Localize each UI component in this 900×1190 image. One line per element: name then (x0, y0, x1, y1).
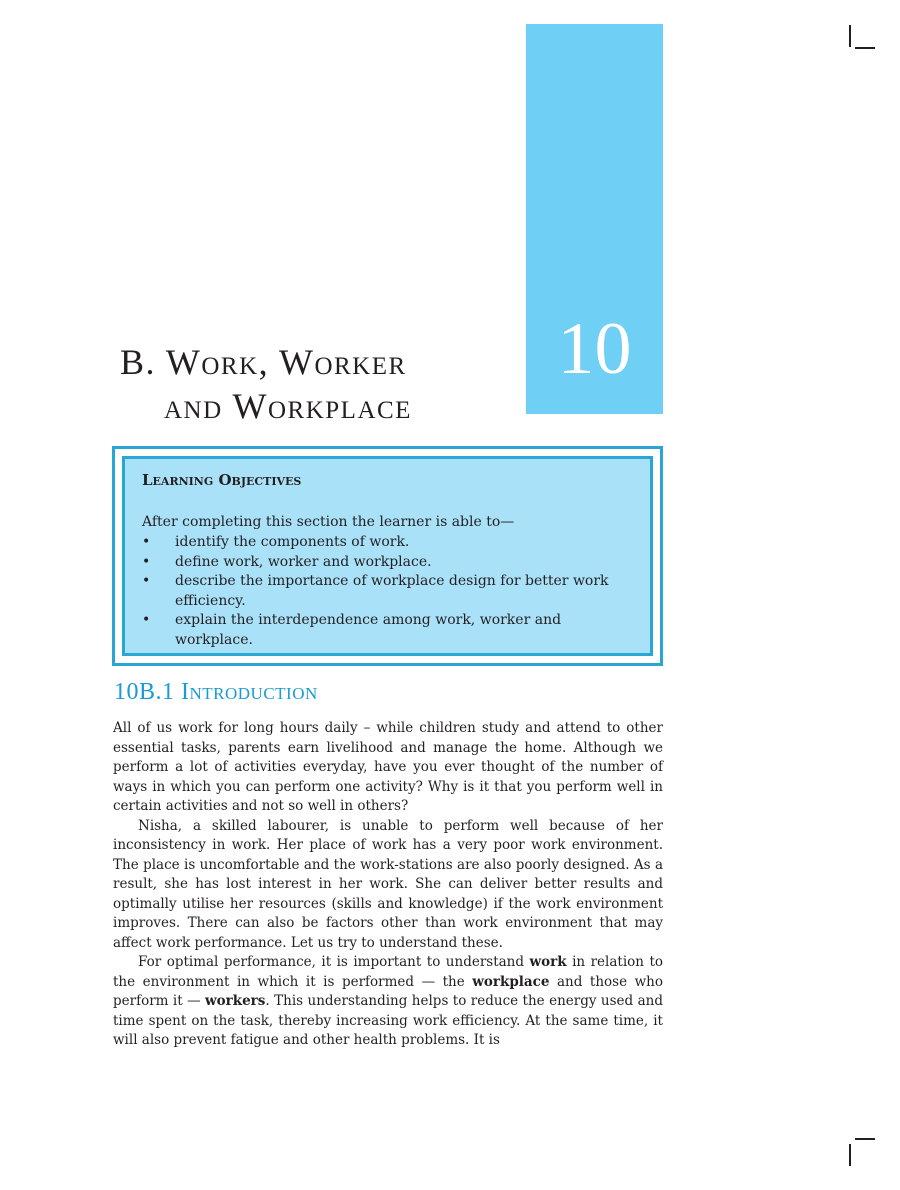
bullet-icon: • (142, 612, 151, 628)
objective-item (142, 611, 642, 650)
learning-objectives-panel (122, 456, 653, 656)
term-workplace: workplace (472, 973, 550, 990)
learning-objectives-heading: Learning Objectives (142, 471, 302, 489)
crop-mark-bottom-horizontal (855, 1138, 875, 1140)
learning-objectives-list (142, 533, 642, 650)
chapter-number: 10 (557, 308, 632, 390)
paragraph-3-text-2: in relation to the environment in which it is performed — the (113, 954, 664, 990)
objective-text: describe the importance of workplace design for better work efficiency. (175, 573, 609, 609)
objective-item (142, 572, 642, 611)
term-workers: workers (205, 993, 266, 1009)
crop-mark-bottom-vertical (849, 1144, 851, 1166)
section-number: 10B.1 (114, 679, 175, 705)
paragraph-1: All of us work for long hours daily – while children study and attend to other essential tasks, parents earn livelihood and manage the home. Although we perform a lot of activities everyday, have you ever thought of the number of ways in which you can perform one activity? Why is it that you perform well in certain activities and not so well in others? (113, 720, 663, 814)
term-work: work (529, 954, 567, 970)
bullet-icon: • (142, 534, 151, 550)
learning-objectives-box (112, 446, 663, 666)
paragraph-3 (113, 953, 663, 1051)
section-heading (114, 676, 318, 708)
objective-text: define work, worker and workplace. (175, 553, 432, 570)
objective-text: identify the components of work. (175, 534, 410, 550)
chapter-title-line1: B. Work, Worker (120, 342, 407, 382)
objective-text: explain the interdependence among work, worker and workplace. (175, 612, 562, 648)
paragraph-2: Nisha, a skilled labourer, is unable to perform well because of her inconsistency in work. Her place of work has a very poor work environment. The place is uncomfortable and the work-stations are also poorly designed. As a result, she has lost interest in her work. She can deliver better results and optimally utilise her resources (skills and knowledge) if the work environment improves. There can also be factors other than work environment that may affect work performance. Let us try to understand these. (113, 817, 663, 951)
chapter-title (120, 340, 520, 428)
crop-mark-top-vertical (849, 25, 851, 47)
bullet-icon: • (142, 553, 151, 570)
section-title: Introduction (181, 679, 318, 705)
bullet-icon: • (142, 573, 151, 589)
objective-item (142, 533, 642, 553)
learning-objectives-intro: After completing this section the learner is able to— (142, 514, 515, 530)
paragraph-3-text-4: . This understanding helps to reduce the energy used and time spent on the task, thereby increasing work efficiency. At the same time, it will also prevent fatigue and other health problems. It is (113, 993, 663, 1048)
chapter-title-line2: and Workplace (164, 386, 412, 426)
crop-mark-top-horizontal (855, 47, 875, 49)
objective-item (142, 553, 642, 573)
body-text (113, 719, 663, 1051)
paragraph-3-text-1: For optimal performance, it is important to understand (138, 954, 530, 970)
paragraph-3-text-3: and those who perform it — (113, 973, 663, 1009)
